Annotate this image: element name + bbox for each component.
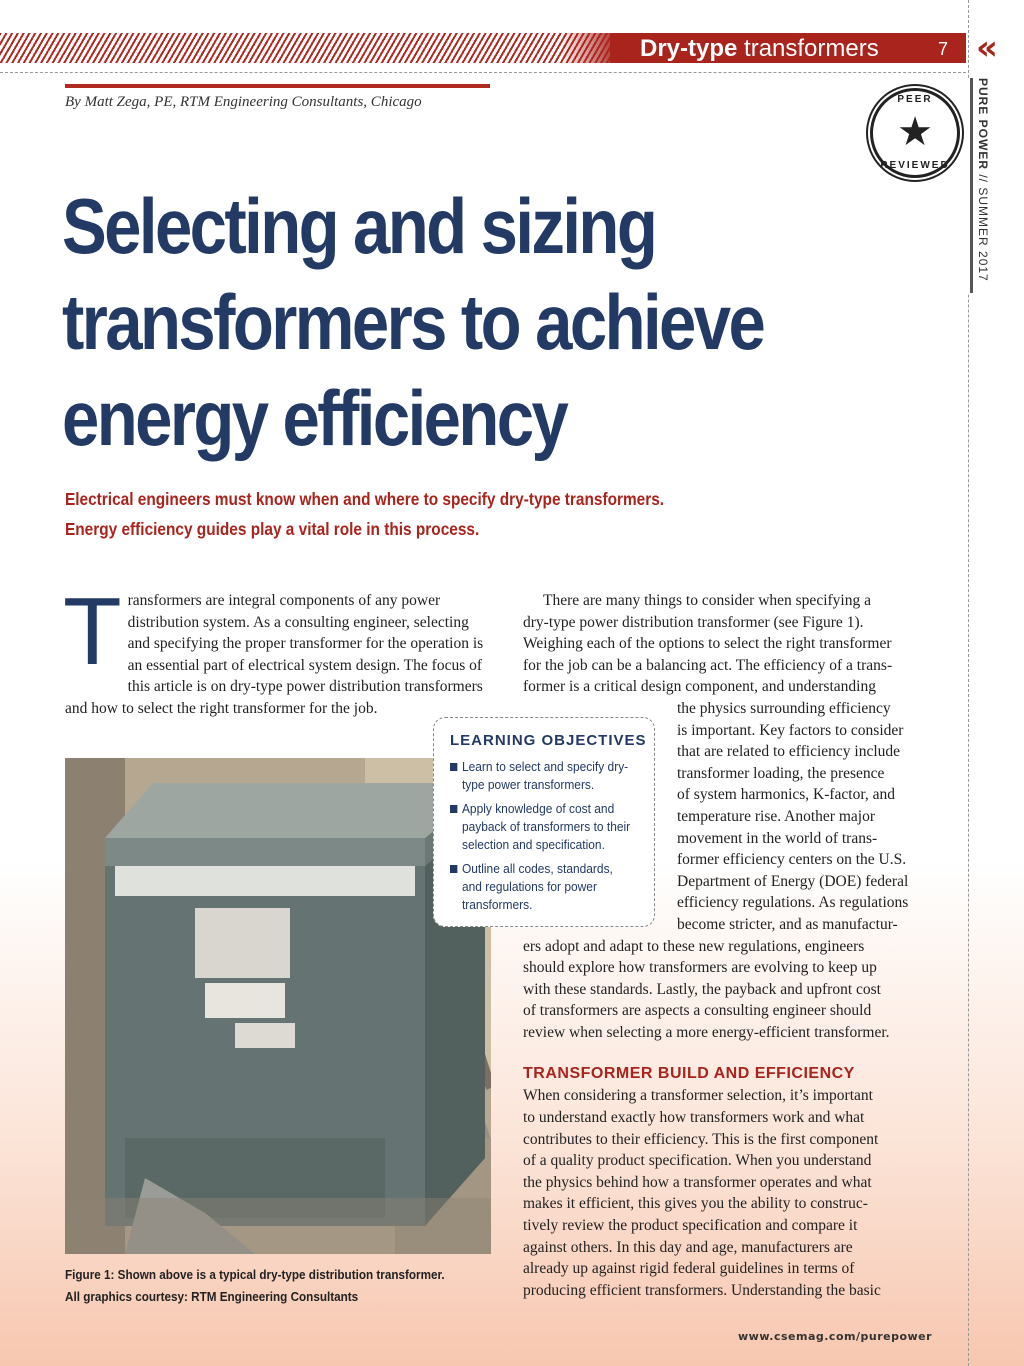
issue-date: // SUMMER 2017 [976,170,990,282]
section-title [640,34,879,64]
list-item: Outline all codes, standards, and regulations for power transformers. [450,860,634,914]
body-line: should explore how transformers are evolving to keep up [523,959,877,977]
double-chevron-left-icon[interactable]: « [976,28,998,68]
body-line: efficiency regulations. As regulations [677,894,909,912]
transformer-photo [65,758,491,1254]
body-line: of system harmonics, K-factor, and [677,786,896,804]
badge-bottom-text: REVIEWED [880,160,950,171]
body-line: against others. In this day and age, manufacturers are [523,1238,853,1256]
article-headline [62,178,802,466]
body-line: There are many things to consider when specifying a [543,592,871,609]
learning-objectives-title: LEARNING OBJECTIVES [450,732,647,749]
publication-name: PURE POWER [976,78,990,171]
body-line: former is a critical design component, and understanding [523,678,876,696]
body-line: contributes to their efficiency. This is the first component [523,1130,879,1148]
body-line: of transformers are aspects a consulting engineer should [523,1002,872,1020]
byline-rule [65,84,490,88]
body-line: become stricter, and as manufactur- [677,915,898,933]
column-1 [63,578,489,720]
peer-reviewed-badge [870,88,960,178]
side-label-rule [964,78,973,293]
article-deck [65,484,857,544]
badge-top-text: PEER [897,94,933,105]
list-item: Learn to select and specify dry-type power transformers. [450,758,634,794]
footer-url[interactable]: www.csemag.com/purepower [738,1330,933,1343]
header-dashed-rule [0,72,966,73]
body-line: temperature rise. Another major [677,807,875,825]
transformer-illustration [65,758,491,1254]
section-heading: TRANSFORMER BUILD AND EFFICIENCY [523,1065,855,1083]
body-line: dry-type power distribution transformer (see Figure 1). [523,613,864,631]
body-line: review when selecting a more energy-efficient transformer. [523,1023,890,1041]
body-line: the physics behind how a transformer operates and what [523,1173,872,1191]
body-line: Weighing each of the options to select the right transformer [523,635,892,653]
issue-side-label [976,78,990,282]
body-line: already up against rigid federal guidelines in terms of [523,1260,855,1278]
body-line: is important. Key factors to consider [677,721,904,739]
deck-line: Electrical engineers must know when and where to specify dry-type transformers. [65,489,665,509]
body-line: the physics surrounding efficiency [677,699,891,717]
body-line: tively review the product specification and compare it [523,1217,858,1235]
body-line: for the job can be a balancing act. The efficiency of a trans- [523,656,893,674]
body-line: movement in the world of trans- [677,829,878,847]
byline: By Matt Zega, PE, RTM Engineering Consultants, Chicago [65,94,422,110]
body-line: When considering a transformer selection, it’s important [523,1087,873,1105]
headline-line: transformers to achieve [62,278,764,366]
body-line: with these standards. Lastly, the payback and upfront cost [523,980,881,998]
section-title-bold: Dry-type [640,35,738,62]
body-line: makes it efficient, this gives you the ability to construc- [523,1195,868,1213]
body-line: of a quality product specification. When you understand [523,1152,872,1170]
star-icon: ★ [897,109,933,155]
deck-line: Energy efficiency guides play a vital role in this process. [65,519,480,539]
body-line: that are related to efficiency include [677,743,901,761]
body-line: to understand exactly how transformers work and what [523,1109,865,1127]
learning-objectives-list [450,758,650,920]
column-2 [523,590,951,1301]
learning-objectives-box [433,717,655,927]
body-line: producing efficient transformers. Understanding the basic [523,1281,881,1299]
body-line: ers adopt and adapt to these new regulations, engineers [523,937,865,955]
figure-caption: Figure 1: Shown above is a typical dry-type distribution transformer. All graphics courtesy: RTM Engineering Consultants [65,1267,445,1304]
intro-paragraph: ransformers are integral components of any power distribution system. As a consulting engineer, selecting and specifying the proper transformer for the operation is an essential part of electrical system design. The focus of this article is on dry-type power distribution transformers and how to select the right transformer for the job. [65,592,484,717]
headline-line: energy efficiency [62,374,567,462]
body-line: transformer loading, the presence [677,764,885,782]
body-line: Department of Energy (DOE) federal [677,872,909,890]
drop-cap: T [63,578,122,685]
headline-line: Selecting and sizing [62,182,656,270]
page-number: 7 [938,39,949,59]
section-title-rest: transformers [737,35,879,62]
body-line: former efficiency centers on the U.S. [677,851,907,869]
list-item: Apply knowledge of cost and payback of transformers to their selection and specification. [450,800,634,854]
